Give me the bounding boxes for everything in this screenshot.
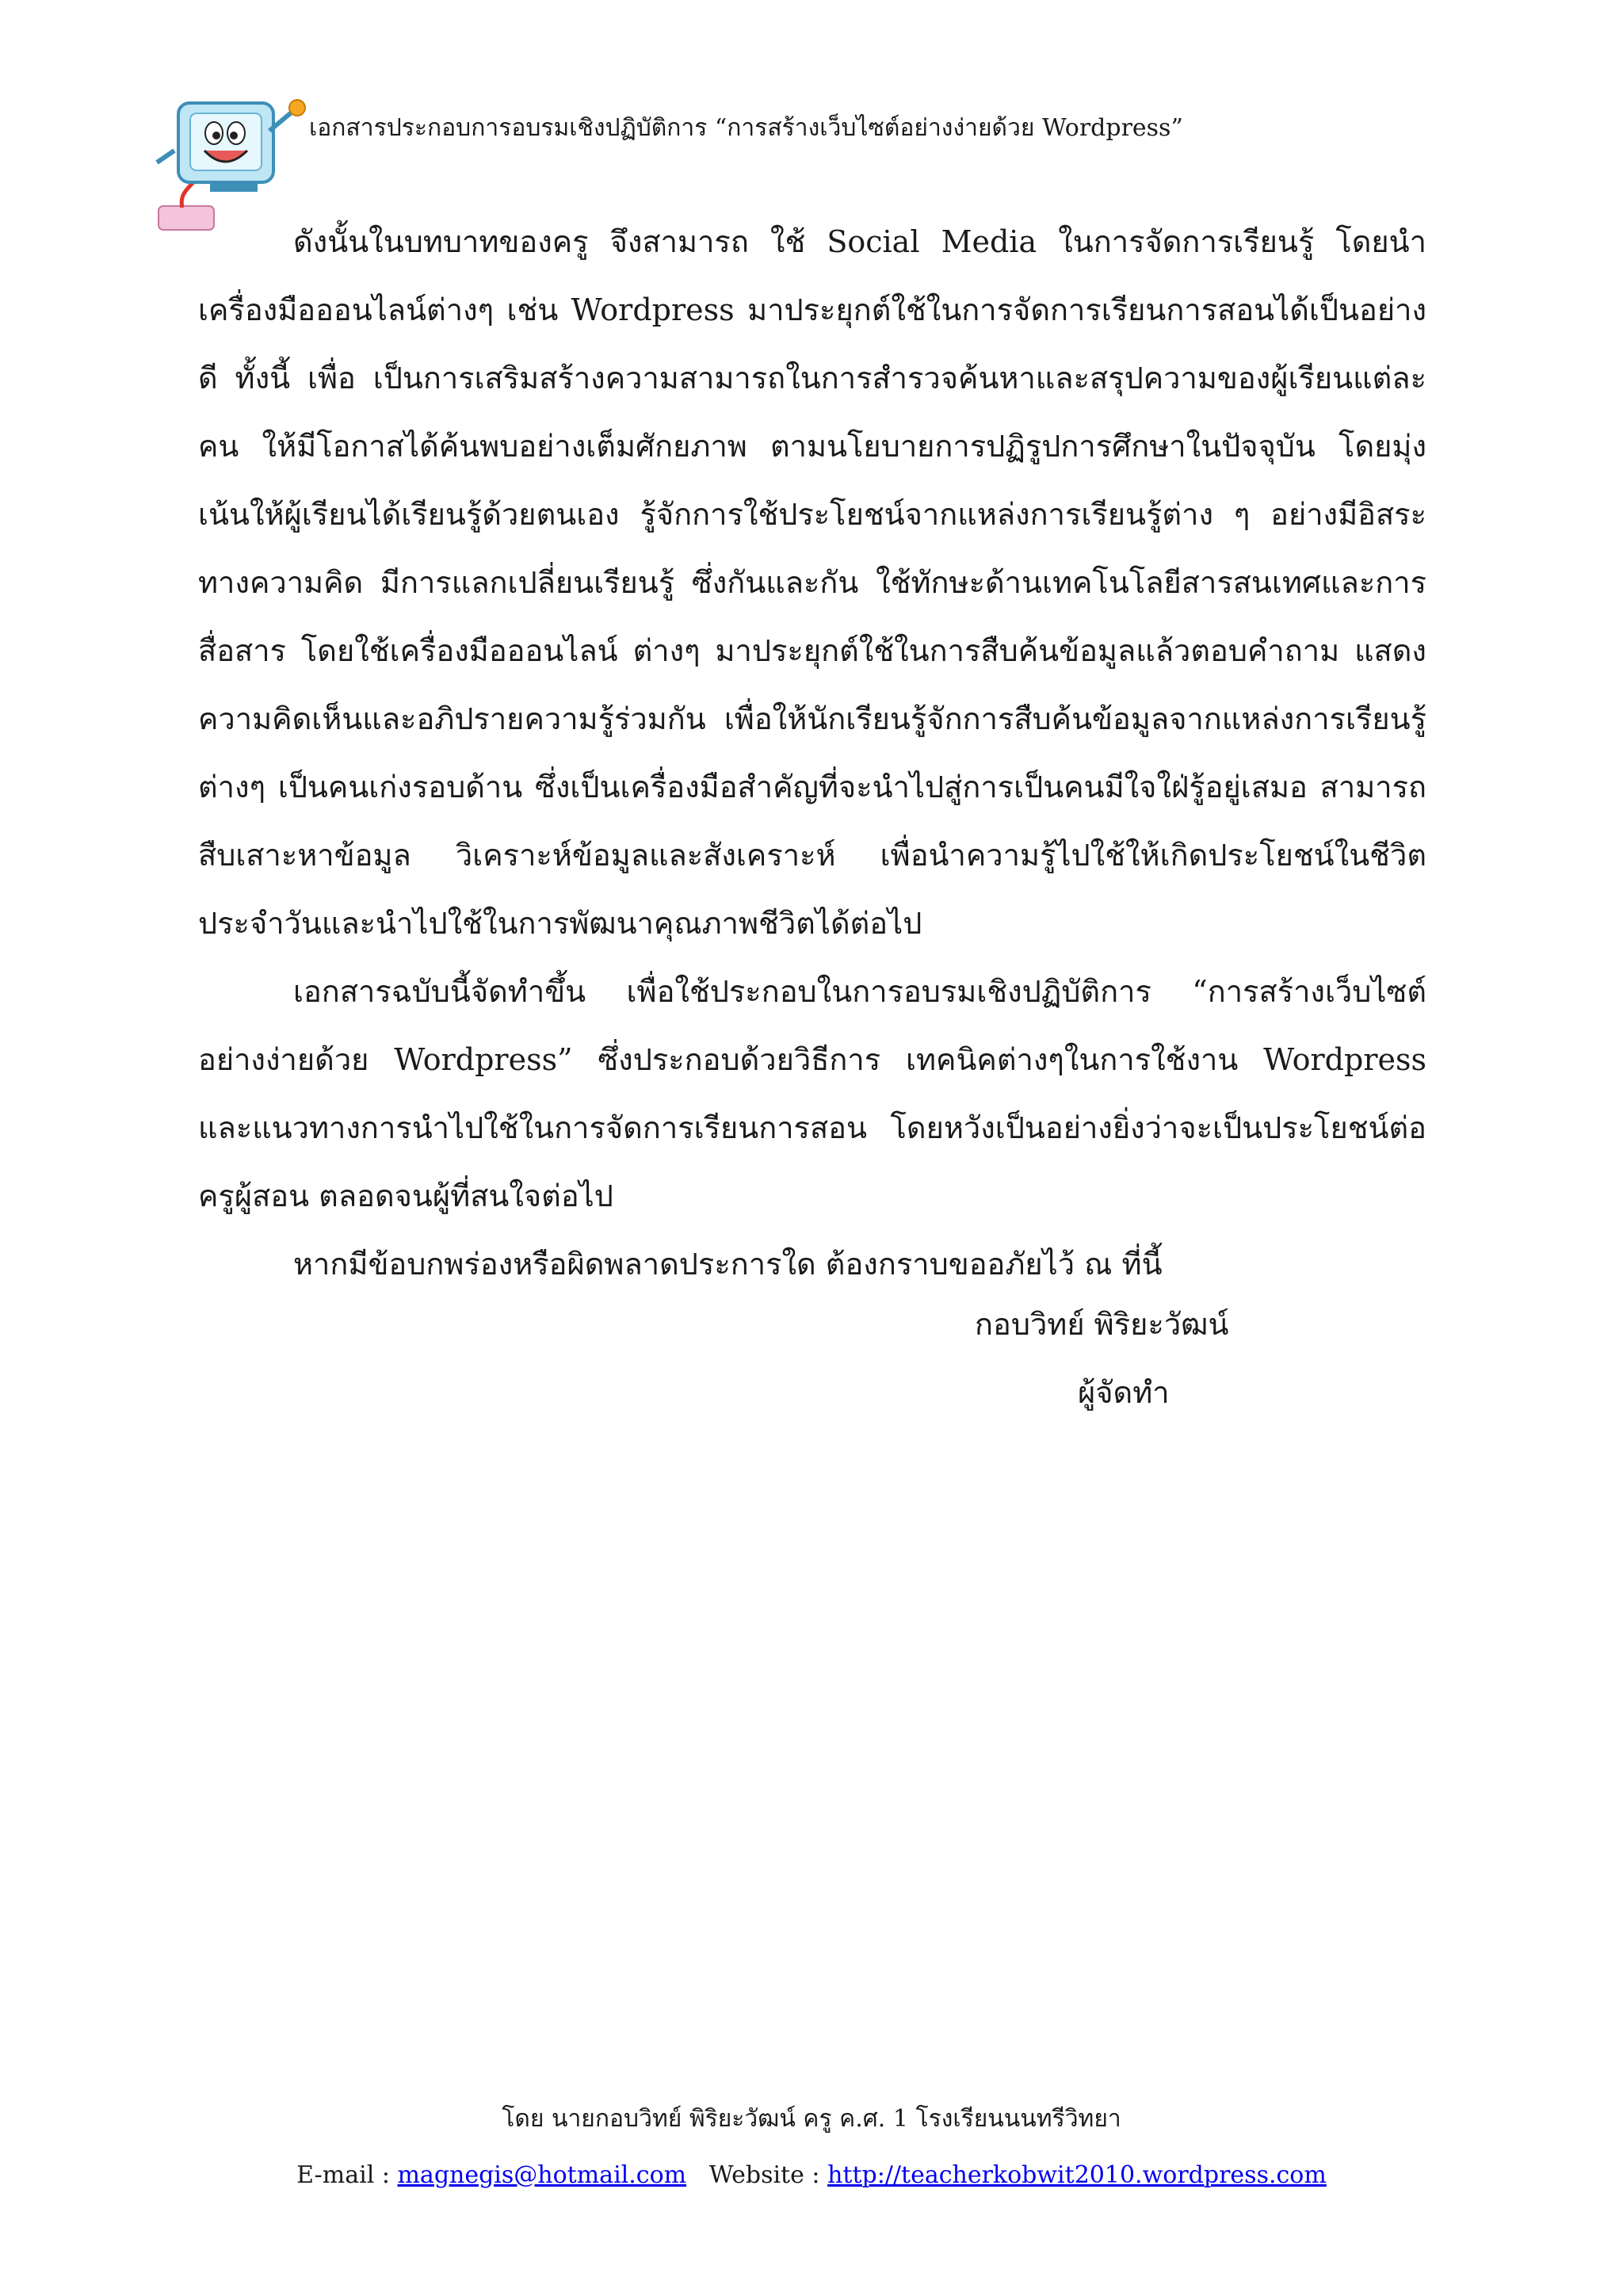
- signature-role: ผู้จัดทำ: [1078, 1375, 1170, 1410]
- footer-author-line: โดย นายกอบวิทย์ พิริยะวัฒน์ ครู ค.ศ. 1 โรงเรียนนนทรีวิทยา: [502, 2105, 1121, 2133]
- website-link[interactable]: http://teacherkobwit2010.wordpress.com: [827, 2161, 1327, 2189]
- footer-contact-line: [0, 2161, 1623, 2189]
- document-body: [198, 208, 1426, 1298]
- page-header: [151, 87, 1498, 214]
- body-paragraph-2: เอกสารฉบับนี้จัดทำขึ้น เพื่อใช้ประกอบในการอบรมเชิงปฏิบัติการ “การสร้างเว็บไซต์อย่างง่ายด้วย Wordpress” ซึ่งประกอบด้วยวิธีการ เทคนิคต่างๆในการใช้งาน Wordpress และแนวทางการนำไปใช้ในการจัดการเรียนการสอน โดยหวังเป็นอย่างยิ่งว่าจะเป็นประโยชน์ต่อครูผู้สอน ตลอดจนผู้ที่สนใจต่อไป: [198, 974, 1426, 1213]
- body-paragraph-3: หากมีข้อบกพร่องหรือผิดพลาดประการใด ต้องกราบขออภัยไว้ ณ ที่นี้: [293, 1247, 1163, 1282]
- signature-block: [975, 1290, 1260, 1427]
- signature-name: กอบวิทย์ พิริยะวัฒน์: [975, 1307, 1229, 1342]
- header-title: เอกสารประกอบการอบรมเชิงปฏิบัติการ “การสร้างเว็บไซต์อย่างง่ายด้วย Wordpress”: [309, 114, 1183, 142]
- website-label: Website :: [708, 2161, 820, 2189]
- page-footer: [0, 2100, 1623, 2189]
- email-label: E-mail :: [296, 2161, 390, 2189]
- body-paragraph-1: ดังนั้นในบทบาทของครู จึงสามารถ ใช้ Social Media ในการจัดการเรียนรู้ โดยนำเครื่องมือออนไลน์ต่างๆ เช่น Wordpress มาประยุกต์ใช้ในการจัดการเรียนการสอนได้เป็นอย่างดี ทั้งนี้ เพื่อ เป็นการเสริมสร้างความสามารถในการสำรวจค้นหาและสรุปความของผู้เรียนแต่ละคน ให้มีโอกาสได้ค้นพบอย่างเต็มศักยภาพ ตามนโยบายการปฏิรูปการศึกษาในปัจจุบัน โดยมุ่งเน้นให้ผู้เรียนได้เรียนรู้ด้วยตนเอง รู้จักการใช้ประโยชน์จากแหล่งการเรียนรู้ต่าง ๆ อย่างมีอิสระทางความคิด มีการแลกเปลี่ยนเรียนรู้ ซึ่งกันและกัน ใช้ทักษะด้านเทคโนโลยีสารสนเทศและการสื่อสาร โดยใช้เครื่องมือออนไลน์ ต่างๆ มาประยุกต์ใช้ในการสืบค้นข้อมูลแล้วตอบคำถาม แสดงความคิดเห็นและอภิปรายความรู้ร่วมกัน เพื่อให้นักเรียนรู้จักการสืบค้นข้อมูลจากแหล่งการเรียนรู้ต่างๆ เป็นคนเก่งรอบด้าน ซึ่งเป็นเครื่องมือสำคัญที่จะนำไปสู่การเป็นคนมีใจใฝ่รู้อยู่เสมอ สามารถสืบเสาะหาข้อมูล วิเคราะห์ข้อมูลและสังเคราะห์ เพื่อนำความรู้ไปใช้ให้เกิดประโยชน์ในชีวิตประจำวันและนำไปใช้ในการพัฒนาคุณภาพชีวิตได้ต่อไป: [198, 224, 1426, 941]
- email-link[interactable]: magnegis@hotmail.com: [397, 2161, 687, 2189]
